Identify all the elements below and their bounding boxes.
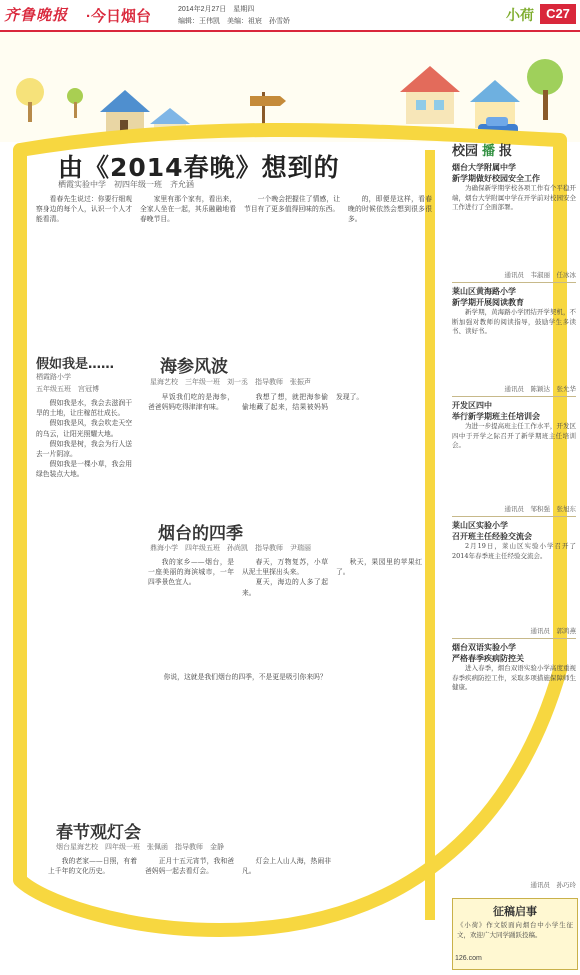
paragraph: 我想了想，就把海参偷偷地藏了起来，结果被妈妈发现了。 — [242, 393, 364, 412]
article-author: 五年级五班 宫冠博 — [36, 386, 99, 393]
article-body — [148, 392, 422, 512]
paragraph: 夏天，海边的人多了起来。 — [242, 578, 328, 597]
paragraph: 秋天，果园里的苹果红了。 — [336, 558, 422, 577]
contact-url: 126.com — [455, 955, 482, 962]
paragraph: 一个晚会把握住了情感，让节目有了更多值得回味的东西。 — [244, 195, 340, 214]
header-left: 校园 — [452, 143, 479, 158]
paragraph: 我的老家——日照，有着上千年的文化历史。 — [48, 857, 137, 876]
page-number: C27 — [540, 4, 576, 24]
article-byline: 星海艺校 三年级一班 刘一丞 指导教师 张振声 — [150, 379, 311, 386]
article-title: 海参风波 — [160, 357, 228, 377]
paragraph: 假如我是水，我会去滋润干旱的土地，让庄稼茁壮成长。 — [36, 399, 132, 418]
paragraph: 为进一步提高班主任工作水平，开发区四中于开学之际召开了新学期班主任培训会。 — [452, 422, 576, 450]
lead-column-4 — [348, 194, 432, 344]
tree-icon — [67, 88, 83, 104]
lead-headline: 由《2014春晚》想到的 — [58, 153, 340, 182]
lead-byline: 栖霞实验中学 初四年级一班 齐允涵 — [58, 180, 194, 189]
header-right: 报 — [499, 143, 513, 158]
article-title: 春节观灯会 — [56, 823, 141, 843]
article-byline: 鼎海小学 四年级五班 孙尚凯 指导教师 尹瑞丽 — [150, 545, 311, 552]
news-credit: 通讯员 陈颖达 张允华 — [504, 386, 576, 393]
article-title: 假如我是…… — [36, 357, 115, 372]
news-credit: 通讯员 孙巧玲 — [530, 882, 576, 889]
paragraph: 为确保新学期学校各项工作有个平稳开端，烟台大学附属中学在开学前对校园安全工作进行了全面部署。 — [452, 184, 576, 212]
news-title: 莱山区实验小学 召开班主任经验交流会 — [452, 521, 532, 541]
paragraph: 春天，万物复苏，小草从泥土里探出头来。 — [242, 558, 328, 577]
news-body — [452, 664, 576, 876]
paragraph: 看春先生说过：你要行细观察身边的每个人，认识一个人才能看清。 — [36, 195, 132, 224]
paragraph: 的，即便是这样，看春晚的时候依然会想到很多很多。 — [348, 195, 432, 224]
divider — [452, 396, 576, 397]
issue-date: 2014年2月27日 星期四 — [178, 6, 255, 13]
article-body — [48, 856, 428, 956]
article-school: 栖霞路小学 — [36, 374, 71, 381]
divider — [452, 282, 576, 283]
divider — [452, 638, 576, 639]
news-title: 莱山区黄海路小学 新学期开展阅读教育 — [452, 287, 524, 307]
lead-column-2 — [140, 194, 236, 344]
news-title: 烟台大学附属中学 新学期做好校园安全工作 — [452, 163, 540, 183]
section-name: ·今日烟台 — [86, 8, 151, 25]
paragraph: 进入春季，烟台双语实验小学高度重视春季疾病防控工作，采取多项措施保障师生健康。 — [452, 664, 576, 692]
news-title: 开发区四中 举行新学期班主任培训会 — [452, 401, 540, 421]
paragraph: 假如我是树，我会为行人送去一片阴凉。 — [36, 439, 132, 459]
news-title: 烟台双语实验小学 严格春季疾病防控关 — [452, 643, 524, 663]
solicitation-title: 征稿启事 — [493, 906, 537, 918]
news-credit: 通讯员 韦淑丽 任冰冰 — [504, 272, 576, 279]
news-body — [452, 308, 576, 384]
paragraph: 新学期，黄海路小学团结开学契机，不断加强对教师的阅读指导，鼓励学生多读书、读好书。 — [452, 308, 576, 336]
article-body — [36, 398, 132, 808]
paragraph: 灯会上人山人海，热闹非凡。 — [242, 857, 331, 876]
article-byline: 烟台星海艺校 四年级一班 张佩函 指导教师 金静 — [56, 844, 224, 851]
news-body — [452, 184, 576, 270]
column-name: 小荷 — [506, 7, 534, 23]
paper-name: 齐鲁晚报 — [4, 6, 69, 24]
news-body — [452, 422, 576, 504]
tree-icon — [527, 59, 563, 95]
editors-line: 编辑：王伟凯 美编：祖宸 孙雪娇 — [178, 18, 290, 25]
tree-icon — [16, 78, 44, 106]
header-mid: 播 — [482, 143, 496, 158]
paragraph: 我的家乡——烟台，是一座美丽的海滨城市，一年四季景色宜人。 — [148, 558, 234, 587]
paragraph: 2月19日，莱山区实验小学召开了2014年春季班主任经验交流会。 — [452, 542, 576, 560]
paragraph: 家里有那个家有，看出来，全家人坐在一起，其乐融融地看春晚节目。 — [140, 195, 236, 224]
article-closing — [150, 672, 420, 684]
campus-news-header — [452, 140, 574, 162]
news-body — [452, 542, 576, 626]
paragraph: 你说，这就是我们烟台的四季，不是更是吸引你来吗？ — [163, 673, 327, 681]
article-body — [148, 557, 422, 667]
paragraph: 早饭我们吃的是海参，爸爸妈妈吃得津津有味。 — [148, 393, 234, 412]
lead-column-1 — [36, 194, 132, 344]
paragraph: 假如我是风，我会吹走天空的乌云，让阳光照耀大地。 — [36, 419, 132, 438]
news-credit: 通讯员 邹积强 张旭东 — [504, 506, 576, 513]
solicitation-text: 《小荷》作文版面向烟台中小学生征文，欢迎广大同学踊跃投稿。 — [457, 921, 573, 939]
paragraph: 假如我是一棵小草，我会用绿色装点大地。 — [36, 460, 132, 479]
news-credit: 通讯员 郭鸿燕 — [530, 628, 576, 635]
paragraph: 正月十五元宵节，我和爸爸妈妈一起去看灯会。 — [145, 857, 234, 876]
divider — [452, 516, 576, 517]
lead-column-3 — [244, 194, 340, 344]
article-title: 烟台的四季 — [158, 524, 243, 544]
